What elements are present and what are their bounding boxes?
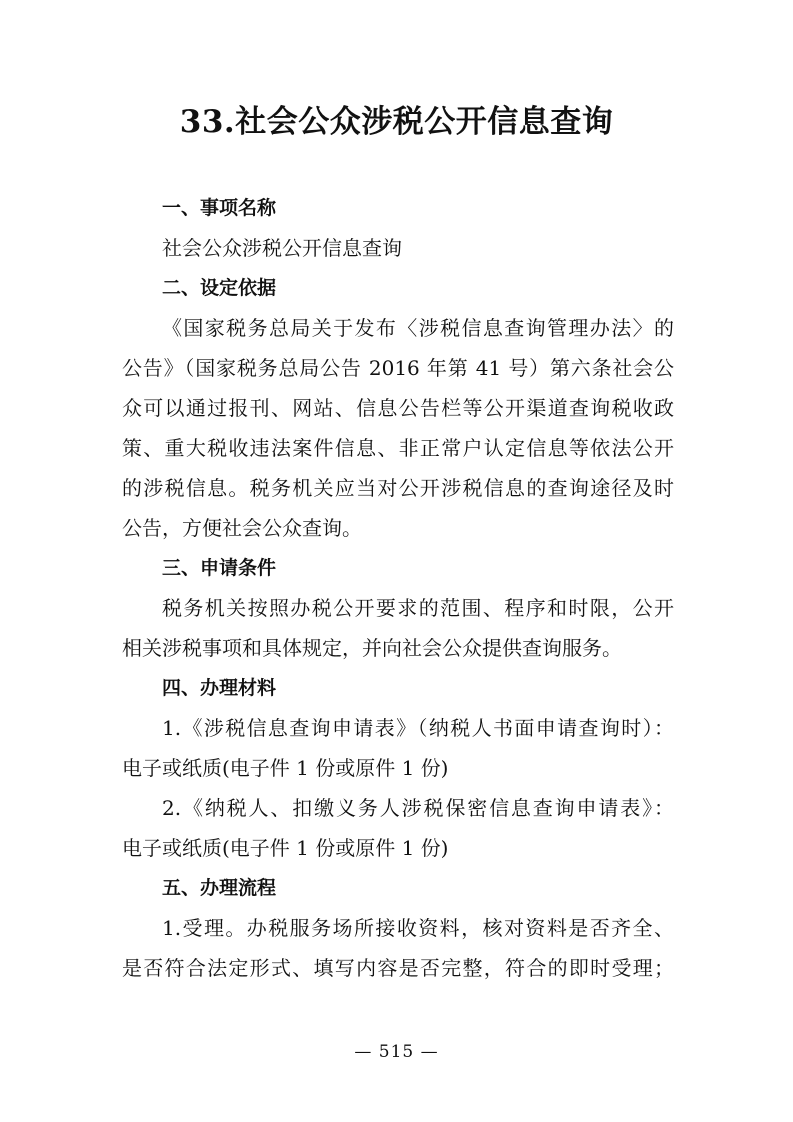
page-number: — 515 — xyxy=(354,1042,439,1062)
materials-line: 电子或纸质(电子件 1 份或原件 1 份) xyxy=(122,756,449,780)
section-heading-legal-basis: 二、设定依据 xyxy=(162,277,277,299)
section-heading-materials: 四、办理材料 xyxy=(162,677,277,699)
item-name-text: 社会公众涉税公开信息查询 xyxy=(162,236,402,260)
section-heading-procedure: 五、办理流程 xyxy=(162,877,277,899)
page-title: 33.社会公众涉税公开信息查询 xyxy=(179,104,614,140)
section-heading-conditions: 三、申请条件 xyxy=(162,557,277,579)
materials-line: 1.《涉税信息查询申请表》（纳税人书面申请查询时）： xyxy=(162,716,674,740)
conditions-line: 相关涉税事项和具体规定，并向社会公众提供查询服务。 xyxy=(122,636,622,660)
legal-basis-line: 《国家税务总局关于发布〈涉税信息查询管理办法〉的 xyxy=(162,316,674,340)
document-body xyxy=(122,188,674,988)
legal-basis-line: 公告》（国家税务总局公告 2016 年第 41 号）第六条社会公 xyxy=(122,356,674,380)
procedure-line: 1.受理。办税服务场所接收资料，核对资料是否齐全、 xyxy=(162,916,674,940)
legal-basis-line: 的涉税信息。税务机关应当对公开涉税信息的查询途径及时 xyxy=(122,476,674,500)
section-heading-item-name: 一、事项名称 xyxy=(162,197,277,219)
conditions-line: 税务机关按照办税公开要求的范围、程序和时限，公开 xyxy=(162,596,674,620)
legal-basis-line: 公告，方便社会公众查询。 xyxy=(122,516,362,540)
legal-basis-line: 众可以通过报刊、网站、信息公告栏等公开渠道查询税收政 xyxy=(122,396,674,420)
legal-basis-line: 策、重大税收违法案件信息、非正常户认定信息等依法公开 xyxy=(122,436,674,460)
materials-line: 电子或纸质(电子件 1 份或原件 1 份) xyxy=(122,836,449,860)
procedure-line: 是否符合法定形式、填写内容是否完整，符合的即时受理； xyxy=(122,956,674,980)
materials-line: 2.《纳税人、扣缴义务人涉税保密信息查询申请表》： xyxy=(162,796,674,820)
